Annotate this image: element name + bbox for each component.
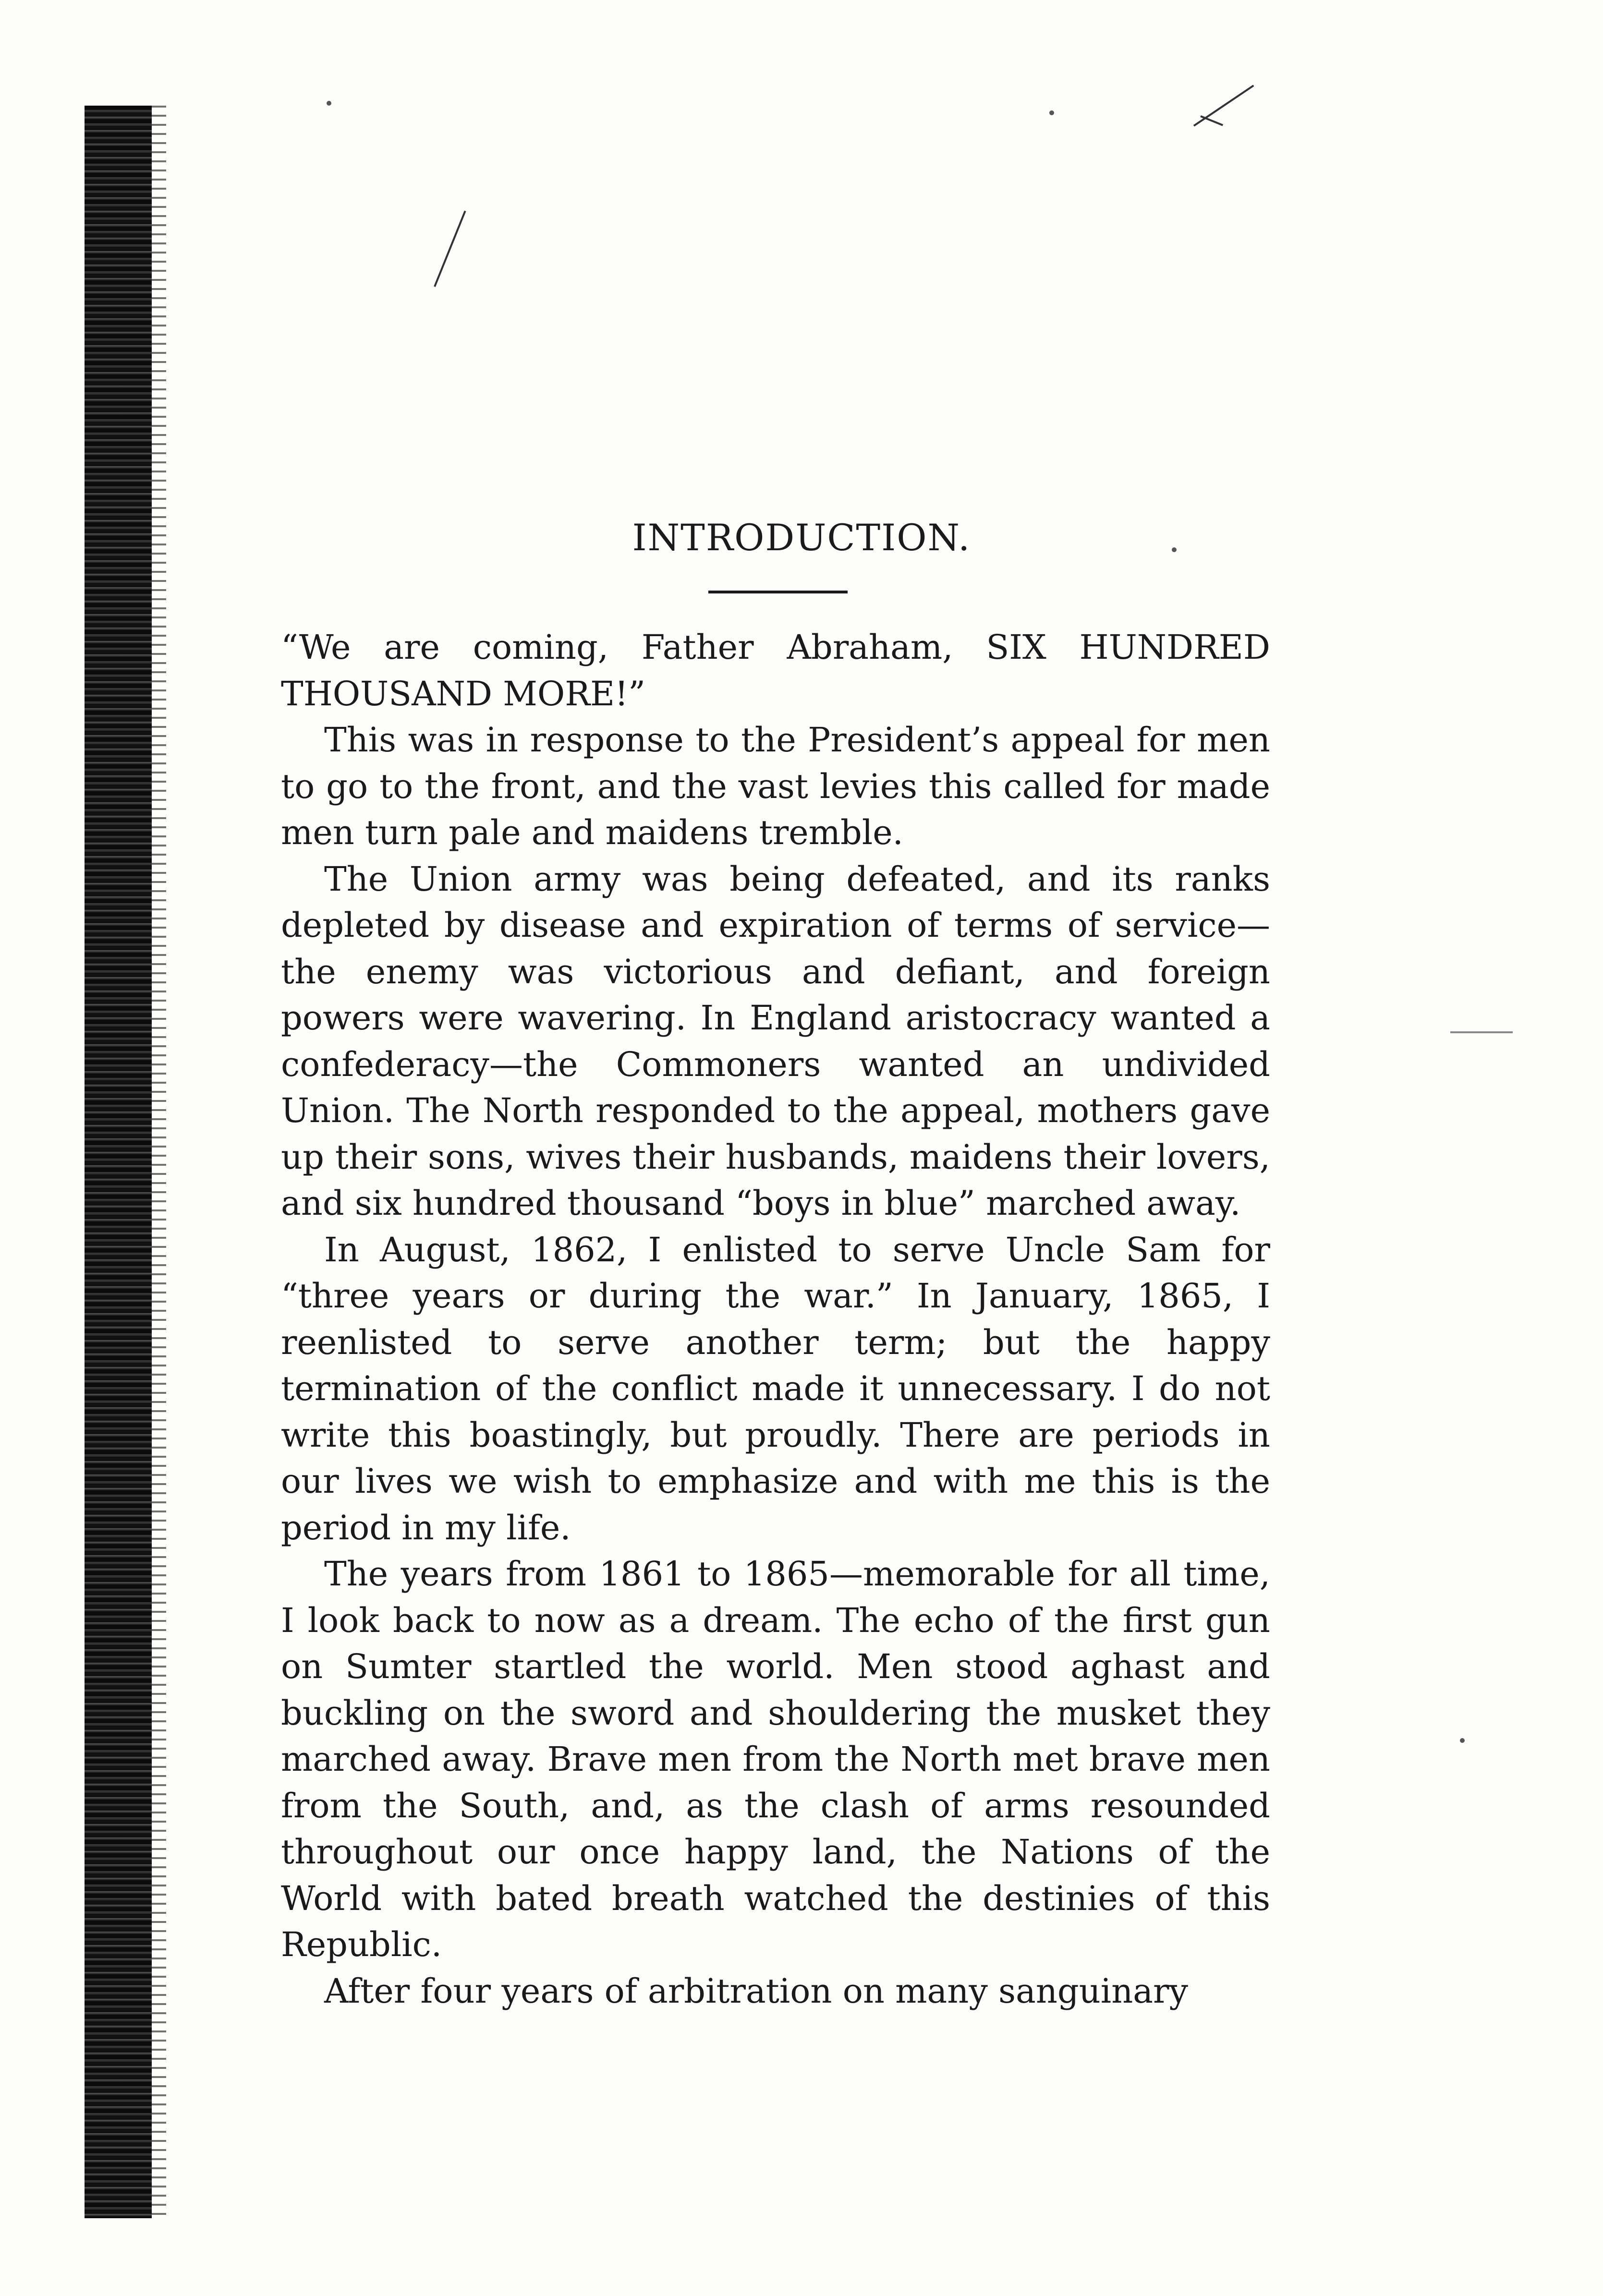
paragraph-after: After four years of arbitration on many sanguinary: [324, 1971, 1189, 2011]
paragraph-enlistment: In August, 1862, I enlisted to serve Uncle Sam for “three years or during the war.” In January, 1865, I reenlisted to serve another term; but the happy termination of the conflict made it unnecessary. I do not write this boastingly, but proudly. There are periods in our lives we wish to emphasize and with me this is the period in my life.: [281, 1230, 1270, 1547]
binding-edge: [85, 106, 152, 2218]
pencil-mark: [1450, 1031, 1513, 1033]
paragraph-union-army: The Union army was being defeated, and its ranks depleted by disease and expiration of terms of service—the enemy was victorious and defiant, and foreign powers were wavering. In England aristocracy wanted a confederacy—the Commoners wanted an undivided Union. The North responded to the appeal, mothers gave up their sons, wives their husbands, maidens their lovers, and six hundred thousand “boys in blue” marched away.: [281, 859, 1270, 1223]
paragraph-quote: “We are coming, Father Abraham, SIX HUNDRED THOUSAND MORE!”: [281, 628, 1270, 713]
speck: [1460, 1738, 1465, 1743]
paragraph-response: This was in response to the President’s appeal for men to go to the front, and the vast levies this called for made men turn pale and maidens tremble.: [281, 720, 1270, 852]
pencil-mark: [1200, 115, 1223, 126]
page-heading: INTRODUCTION.: [632, 516, 971, 559]
paragraph-war-years: The years from 1861 to 1865—memorable for all time, I look back to now as a dream. The echo of the first gun on Sumter startled the world. Men stood aghast and buckling on the sword and shouldering the musket they marched away. Brave men from the North met brave men from the South, and, as the clash of arms resounded throughout our once happy land, the Nations of the World with bated breath watched the destinies of this Republic.: [281, 1554, 1270, 1964]
speck: [327, 101, 331, 106]
heading-rule: [708, 591, 848, 593]
body-text: [281, 624, 1270, 2014]
pencil-mark: [1193, 85, 1254, 126]
speck: [1049, 110, 1054, 115]
pencil-mark: [434, 211, 466, 287]
